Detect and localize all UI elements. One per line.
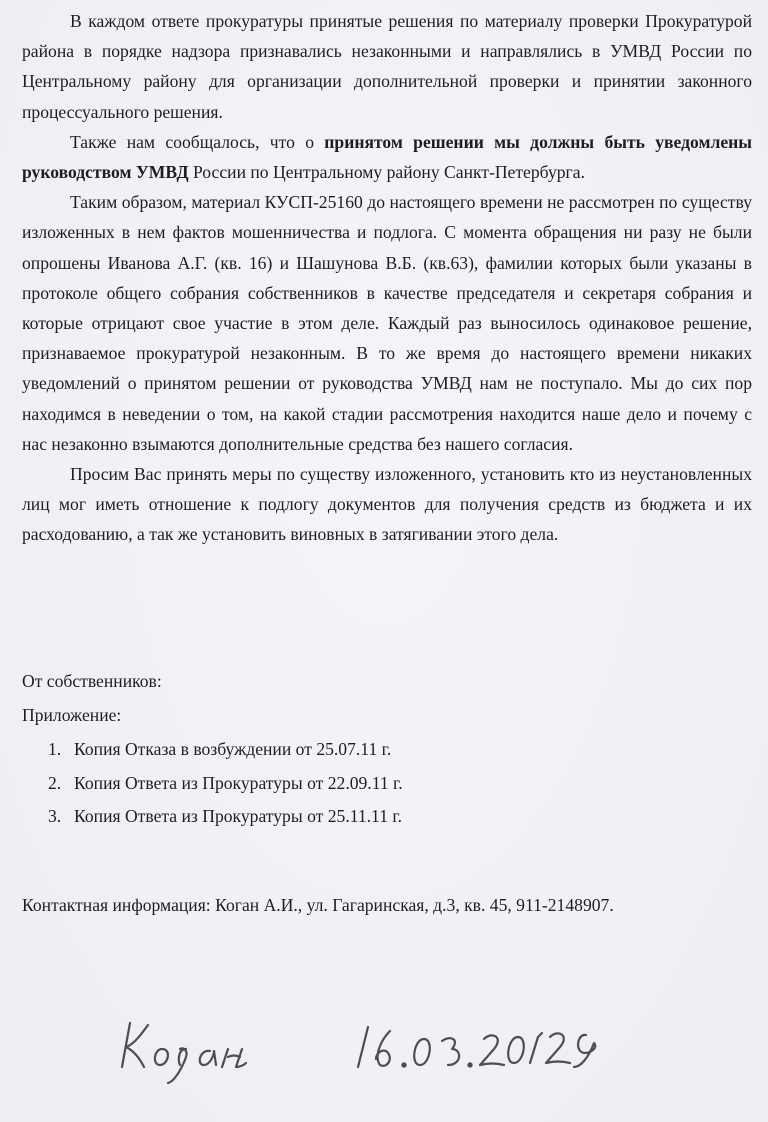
paragraph-notification-end: России по Центральному району Санкт-Петербурга. [188, 162, 585, 183]
paragraph-request: Просим Вас принять меры по существу изложенного, установить кто из неустановленных лиц мог иметь отношение к подлогу документов для получения средств из бюджета и их расходованию, а так же установить виновных в затягивании этого дела. [22, 464, 752, 545]
paragraph-prosecutor-decisions: В каждом ответе прокуратуры принятые решения по материалу проверки Прокуратурой района в порядке надзора признавались незаконными и направлялись в УМВД России по Центральному району для организации дополнительной проверки и принятии законного процессуального решения. [22, 11, 752, 122]
letter-body [22, 6, 752, 550]
from-owners-label: От собственников: [22, 671, 162, 691]
handwritten-signature [118, 1005, 638, 1085]
list-item [48, 733, 403, 767]
list-item-number: 3. [48, 806, 62, 826]
list-item-text: Копия Ответа из Прокуратуры от 25.11.11 г. [74, 806, 403, 826]
paragraph-kusp-material: Таким образом, материал КУСП-25160 до настоящего времени не рассмотрен по существу изложенных в нем фактов мошенничества и подлога. С момента обращения ни разу не были опрошены Иванова А.Г. (кв. 16) и Шашунова В.Б. (кв.63), фамилии которых были указаны в протоколе общего собрания собственников в качестве председателя и секретаря собрания и которые отрицают свое участие в этом деле. Каждый раз выносилось одинаковое решение, признаваемое прокуратурой незаконным. В то же время до настоящего времени никаких уведомлений о принятом решении от руководства УМВД нам не поступало. Мы до сих пор находимся в неведении о том, на какой стадии рассмотрения находится наше дело и почему с нас незаконно взымаются дополнительные средства без нашего согласия. [22, 192, 752, 454]
attachments-label: Приложение: [22, 705, 122, 725]
list-item-text: Копия Ответа из Прокуратуры от 22.09.11 г. [74, 772, 403, 793]
list-item [48, 767, 403, 801]
attachments-list [48, 733, 403, 834]
list-item-number: 1. [48, 739, 62, 759]
list-item [48, 800, 403, 834]
paragraph-notification-start: Также нам сообщалось, что о [70, 131, 325, 152]
paragraph-notification-bold: принятом решении мы должны быть уведомлены руководством УМВД [22, 131, 752, 183]
list-item-number: 2. [48, 772, 62, 793]
contact-info: Контактная информация: Коган А.И., ул. Гагаринская, д.3, кв. 45, 911-2148907. [22, 895, 614, 915]
paragraph-notification [22, 127, 752, 187]
list-item-text: Копия Отказа в возбуждении от 25.07.11 г. [74, 739, 392, 759]
